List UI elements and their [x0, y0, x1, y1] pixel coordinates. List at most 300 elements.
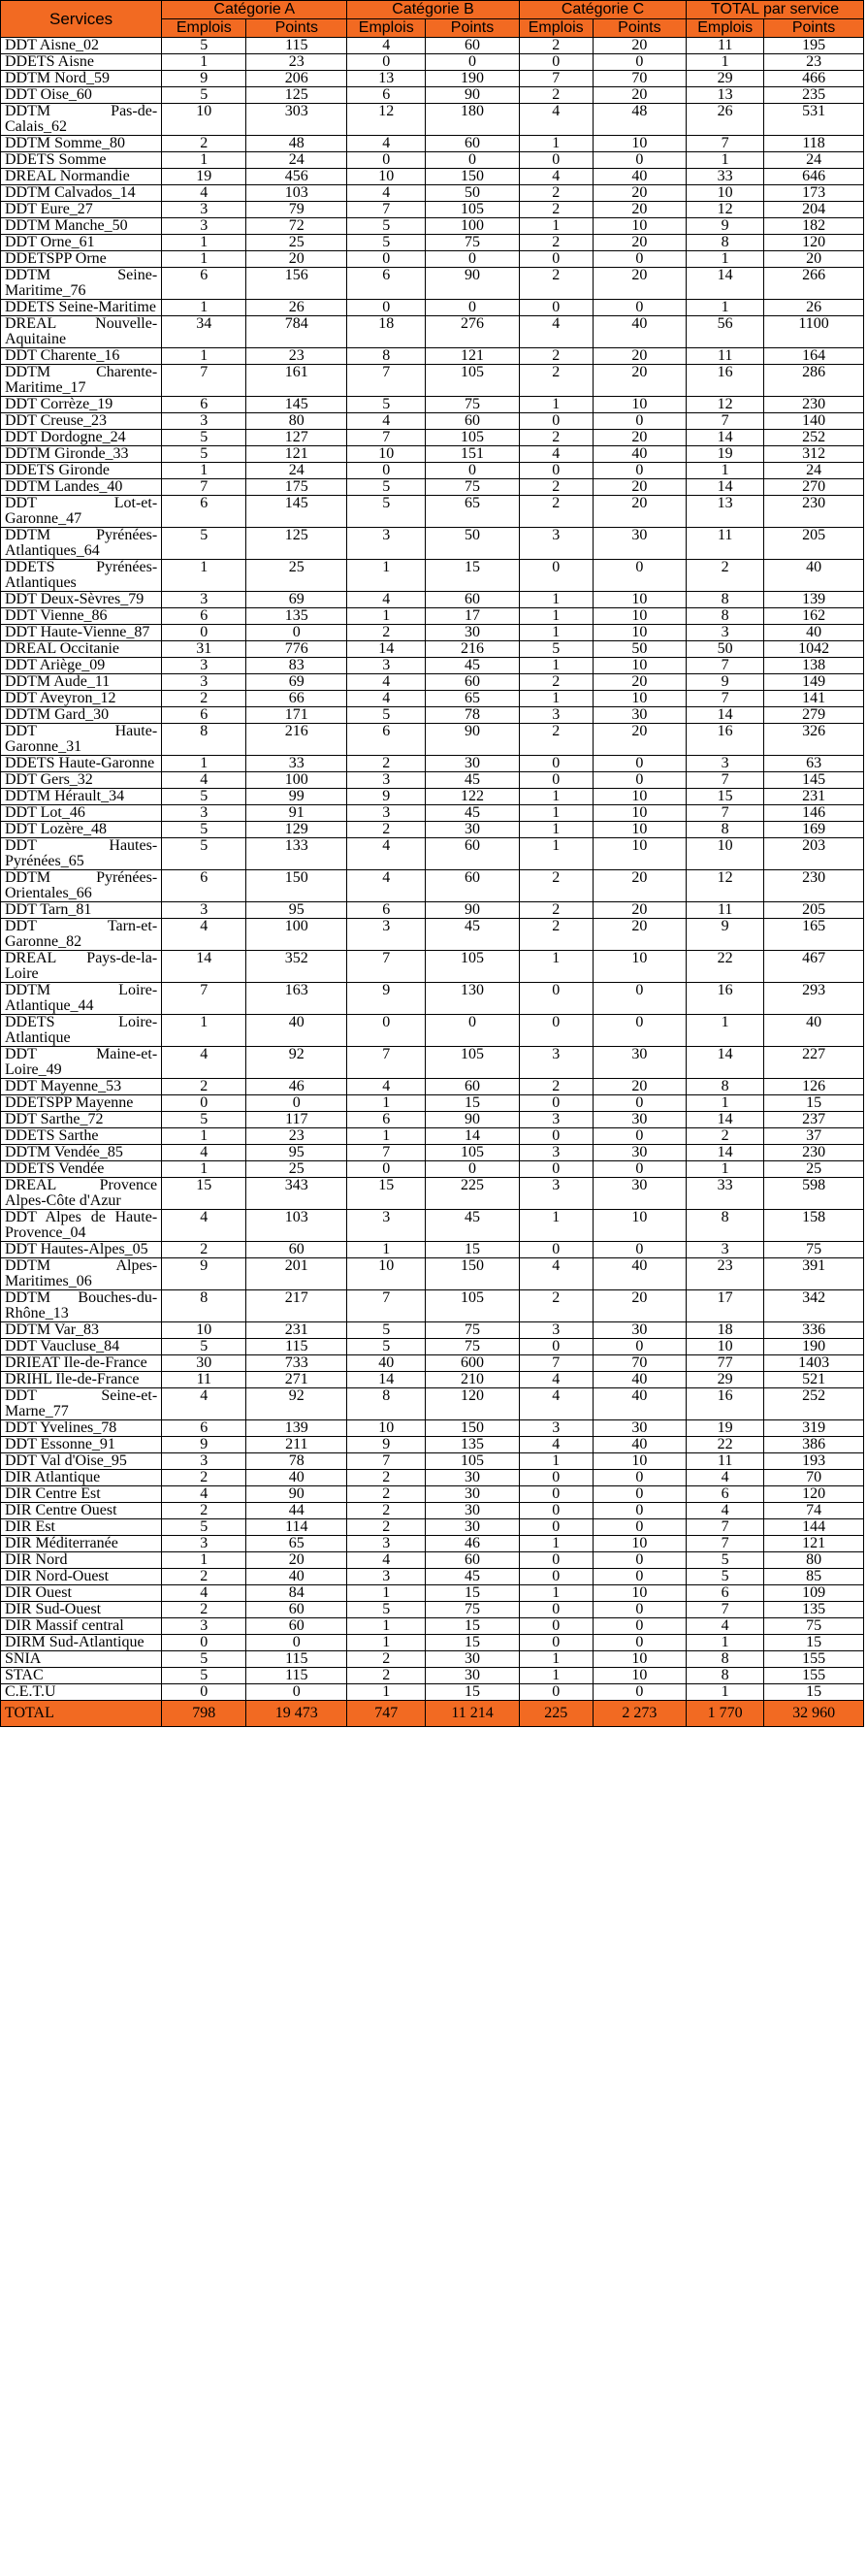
points-a: 40 — [246, 1569, 347, 1585]
table-header — [1, 1, 864, 38]
points-c: 20 — [593, 724, 687, 756]
points-c: 40 — [593, 446, 687, 463]
table-row — [1, 983, 864, 1015]
table-row — [1, 691, 864, 707]
table-row — [1, 805, 864, 822]
emplois-total: 26 — [687, 104, 764, 136]
service-name: DDT Eure_27 — [1, 202, 162, 218]
emplois-a: 6 — [162, 496, 246, 528]
emplois-a: 4 — [162, 772, 246, 789]
emplois-total: 1 — [687, 1015, 764, 1047]
points-a: 0 — [246, 1684, 347, 1701]
service-name: DDTM Hérault_34 — [1, 789, 162, 805]
table-row — [1, 1602, 864, 1618]
points-b: 105 — [426, 1145, 520, 1161]
emplois-total: 8 — [687, 1079, 764, 1095]
service-name: DDT Haute-Garonne_31 — [1, 724, 162, 756]
emplois-a: 1 — [162, 1015, 246, 1047]
table-row — [1, 251, 864, 268]
table-row — [1, 641, 864, 658]
emplois-b: 5 — [347, 707, 426, 724]
emplois-c: 2 — [519, 38, 593, 54]
emplois-c: 0 — [519, 463, 593, 479]
points-c: 0 — [593, 1503, 687, 1519]
emplois-total: 29 — [687, 71, 764, 87]
points-total: 120 — [764, 235, 864, 251]
points-a: 20 — [246, 251, 347, 268]
points-a: 156 — [246, 268, 347, 300]
points-b: 30 — [426, 1503, 520, 1519]
emplois-total: 1 — [687, 54, 764, 71]
points-b: 105 — [426, 1047, 520, 1079]
points-c: 0 — [593, 983, 687, 1015]
emplois-c: 0 — [519, 152, 593, 169]
points-c: 20 — [593, 430, 687, 446]
points-b: 15 — [426, 1242, 520, 1258]
service-name: DDT Yvelines_78 — [1, 1420, 162, 1437]
service-name: DDTM Nord_59 — [1, 71, 162, 87]
points-total: 37 — [764, 1128, 864, 1145]
service-name: DDTM Aude_11 — [1, 674, 162, 691]
table-row — [1, 592, 864, 608]
emplois-c: 0 — [519, 1503, 593, 1519]
emplois-c: 4 — [519, 1258, 593, 1290]
points-a: 776 — [246, 641, 347, 658]
service-name: DDETS Seine-Maritime — [1, 300, 162, 316]
table-row — [1, 789, 864, 805]
points-total: 40 — [764, 625, 864, 641]
emplois-a: 2 — [162, 1569, 246, 1585]
points-c: 20 — [593, 38, 687, 54]
points-b: 216 — [426, 641, 520, 658]
points-b: 151 — [426, 446, 520, 463]
service-name: DDT Hautes-Alpes_05 — [1, 1242, 162, 1258]
emplois-total: 9 — [687, 919, 764, 951]
emplois-b: 3 — [347, 1536, 426, 1552]
emplois-c: 0 — [519, 1684, 593, 1701]
points-a: 216 — [246, 724, 347, 756]
points-total: 235 — [764, 87, 864, 104]
emplois-c: 0 — [519, 1635, 593, 1651]
points-total: 293 — [764, 983, 864, 1015]
emplois-total: 4 — [687, 1503, 764, 1519]
table-row — [1, 1355, 864, 1372]
points-a: 60 — [246, 1602, 347, 1618]
emplois-a: 3 — [162, 592, 246, 608]
points-total: 20 — [764, 251, 864, 268]
points-c: 0 — [593, 413, 687, 430]
emplois-b: 1 — [347, 608, 426, 625]
table-row — [1, 479, 864, 496]
emplois-a: 1 — [162, 1128, 246, 1145]
points-a: 23 — [246, 54, 347, 71]
points-b: 600 — [426, 1355, 520, 1372]
points-c: 20 — [593, 268, 687, 300]
emplois-c: 0 — [519, 1015, 593, 1047]
emplois-a: 15 — [162, 1178, 246, 1210]
emplois-c: 3 — [519, 1145, 593, 1161]
emplois-total: 1 — [687, 300, 764, 316]
emplois-c: 0 — [519, 1602, 593, 1618]
points-a: 25 — [246, 1161, 347, 1178]
points-total: 319 — [764, 1420, 864, 1437]
points-b: 78 — [426, 707, 520, 724]
service-name: DDT Maine-et-Loire_49 — [1, 1047, 162, 1079]
points-b: 276 — [426, 316, 520, 348]
points-total: 75 — [764, 1618, 864, 1635]
emplois-total: 1 — [687, 1635, 764, 1651]
points-c: 0 — [593, 756, 687, 772]
table-row — [1, 430, 864, 446]
points-total: 230 — [764, 870, 864, 902]
emplois-total: 7 — [687, 413, 764, 430]
points-b: 180 — [426, 104, 520, 136]
emplois-total: 7 — [687, 772, 764, 789]
emplois-a: 7 — [162, 983, 246, 1015]
points-c: 10 — [593, 1210, 687, 1242]
table-row — [1, 608, 864, 625]
points-total: 121 — [764, 1536, 864, 1552]
emplois-c: 0 — [519, 1618, 593, 1635]
points-c: 0 — [593, 1015, 687, 1047]
points-a: 103 — [246, 1210, 347, 1242]
emplois-b: 6 — [347, 724, 426, 756]
service-name: DDETS Haute-Garonne — [1, 756, 162, 772]
emplois-b: 7 — [347, 1290, 426, 1322]
service-name: DDTM Pyrénées-Atlantiques_64 — [1, 528, 162, 560]
table-row — [1, 87, 864, 104]
emplois-total: 16 — [687, 1388, 764, 1420]
table-row — [1, 152, 864, 169]
points-total: 193 — [764, 1453, 864, 1470]
table-row — [1, 1453, 864, 1470]
table-row — [1, 1128, 864, 1145]
emplois-c: 1 — [519, 838, 593, 870]
table-row — [1, 1668, 864, 1684]
emplois-b: 14 — [347, 1372, 426, 1388]
points-total: 26 — [764, 300, 864, 316]
points-c: 10 — [593, 1536, 687, 1552]
emplois-c: 1 — [519, 592, 593, 608]
points-c: 20 — [593, 496, 687, 528]
points-c: 48 — [593, 104, 687, 136]
points-a: 65 — [246, 1536, 347, 1552]
service-name: DDTM Gironde_33 — [1, 446, 162, 463]
points-b: 75 — [426, 397, 520, 413]
emplois-a: 3 — [162, 1453, 246, 1470]
points-c: 40 — [593, 169, 687, 185]
points-b: 0 — [426, 1161, 520, 1178]
emplois-total: 11 — [687, 38, 764, 54]
emplois-total: 1 — [687, 152, 764, 169]
emplois-b: 1 — [347, 1095, 426, 1112]
emplois-c: 4 — [519, 169, 593, 185]
points-total: 80 — [764, 1552, 864, 1569]
table-row — [1, 1536, 864, 1552]
table-row — [1, 1486, 864, 1503]
points-c: 0 — [593, 1242, 687, 1258]
service-name: DDT Gers_32 — [1, 772, 162, 789]
points-total: 286 — [764, 365, 864, 397]
emplois-total: 11 — [687, 348, 764, 365]
table-row — [1, 1569, 864, 1585]
emplois-b: 10 — [347, 169, 426, 185]
table-row — [1, 38, 864, 54]
emplois-total: 10 — [687, 185, 764, 202]
points-c: 0 — [593, 1095, 687, 1112]
points-c: 10 — [593, 1585, 687, 1602]
emplois-a: 3 — [162, 413, 246, 430]
points-b: 122 — [426, 789, 520, 805]
points-a: 125 — [246, 528, 347, 560]
emplois-total: 16 — [687, 724, 764, 756]
points-b: 190 — [426, 71, 520, 87]
service-name: DDT Val d'Oise_95 — [1, 1453, 162, 1470]
points-total: 25 — [764, 1161, 864, 1178]
emplois-total: 11 — [687, 902, 764, 919]
points-c: 10 — [593, 658, 687, 674]
service-name: DDTM Somme_80 — [1, 136, 162, 152]
service-name: DDT Aveyron_12 — [1, 691, 162, 707]
table-row — [1, 1503, 864, 1519]
emplois-a: 1 — [162, 300, 246, 316]
table-row — [1, 202, 864, 218]
table-row — [1, 1079, 864, 1095]
emplois-c: 3 — [519, 1178, 593, 1210]
points-a: 303 — [246, 104, 347, 136]
points-b: 60 — [426, 136, 520, 152]
points-c: 0 — [593, 463, 687, 479]
emplois-c: 5 — [519, 641, 593, 658]
emplois-a: 5 — [162, 1668, 246, 1684]
emplois-b: 1 — [347, 1585, 426, 1602]
emplois-c: 0 — [519, 756, 593, 772]
emplois-b: 10 — [347, 1258, 426, 1290]
emplois-a: 0 — [162, 1635, 246, 1651]
emplois-a: 9 — [162, 71, 246, 87]
emplois-c: 1 — [519, 625, 593, 641]
emplois-b: 8 — [347, 1388, 426, 1420]
points-b: 0 — [426, 152, 520, 169]
emplois-b: 4 — [347, 838, 426, 870]
emplois-a: 2 — [162, 691, 246, 707]
points-a: 40 — [246, 1470, 347, 1486]
points-a: 66 — [246, 691, 347, 707]
points-c: 0 — [593, 560, 687, 592]
service-name: DDTM Loire-Atlantique_44 — [1, 983, 162, 1015]
points-b: 45 — [426, 1210, 520, 1242]
points-total: 155 — [764, 1668, 864, 1684]
points-total: 70 — [764, 1470, 864, 1486]
emplois-b: 2 — [347, 1519, 426, 1536]
total-label: TOTAL — [1, 1701, 162, 1727]
service-name: DIR Ouest — [1, 1585, 162, 1602]
points-total-header: Points — [764, 19, 864, 38]
points-b: 60 — [426, 870, 520, 902]
emplois-total: 8 — [687, 1210, 764, 1242]
points-total: 203 — [764, 838, 864, 870]
emplois-a: 5 — [162, 1651, 246, 1668]
table-row — [1, 235, 864, 251]
points-total: 252 — [764, 1388, 864, 1420]
emplois-total: 14 — [687, 479, 764, 496]
emplois-a: 10 — [162, 1322, 246, 1339]
emplois-b: 0 — [347, 1015, 426, 1047]
emplois-b: 2 — [347, 1668, 426, 1684]
emplois-c: 0 — [519, 1339, 593, 1355]
points-total: 165 — [764, 919, 864, 951]
points-a: 271 — [246, 1372, 347, 1388]
emplois-total: 14 — [687, 707, 764, 724]
category-a-header: Catégorie A — [162, 1, 347, 19]
table-row — [1, 1145, 864, 1161]
emplois-b: 13 — [347, 71, 426, 87]
points-a: 343 — [246, 1178, 347, 1210]
emplois-c: 2 — [519, 185, 593, 202]
points-a: 352 — [246, 951, 347, 983]
table-row — [1, 1651, 864, 1668]
emplois-b: 4 — [347, 38, 426, 54]
points-a: 145 — [246, 496, 347, 528]
points-c: 0 — [593, 1339, 687, 1355]
points-c: 10 — [593, 136, 687, 152]
service-name: DRIEAT Ile-de-France — [1, 1355, 162, 1372]
emplois-total: 4 — [687, 1618, 764, 1635]
points-total: 230 — [764, 496, 864, 528]
emplois-total: 8 — [687, 822, 764, 838]
table-row — [1, 951, 864, 983]
table-row — [1, 822, 864, 838]
table-row — [1, 1161, 864, 1178]
emplois-c: 7 — [519, 1355, 593, 1372]
total-emplois-c: 225 — [519, 1701, 593, 1727]
emplois-a: 3 — [162, 658, 246, 674]
emplois-a: 6 — [162, 707, 246, 724]
points-a: 20 — [246, 1552, 347, 1569]
points-b: 15 — [426, 1095, 520, 1112]
table-row — [1, 1322, 864, 1339]
points-total: 135 — [764, 1602, 864, 1618]
emplois-c: 2 — [519, 919, 593, 951]
service-name: DDETS Loire-Atlantique — [1, 1015, 162, 1047]
service-name: DDT Essonne_91 — [1, 1437, 162, 1453]
service-name: DDT Deux-Sèvres_79 — [1, 592, 162, 608]
points-total: 205 — [764, 528, 864, 560]
emplois-c: 0 — [519, 54, 593, 71]
table-row — [1, 674, 864, 691]
points-a: 0 — [246, 625, 347, 641]
emplois-c: 2 — [519, 1079, 593, 1095]
emplois-c: 1 — [519, 136, 593, 152]
emplois-a: 1 — [162, 463, 246, 479]
table-row — [1, 348, 864, 365]
emplois-c: 1 — [519, 822, 593, 838]
emplois-a: 4 — [162, 1210, 246, 1242]
total-emplois: 1 770 — [687, 1701, 764, 1727]
emplois-total: 9 — [687, 674, 764, 691]
emplois-c: 0 — [519, 1470, 593, 1486]
points-c: 30 — [593, 1420, 687, 1437]
emplois-c: 4 — [519, 446, 593, 463]
points-total: 15 — [764, 1684, 864, 1701]
emplois-c: 0 — [519, 251, 593, 268]
points-c: 10 — [593, 822, 687, 838]
points-total: 1403 — [764, 1355, 864, 1372]
points-b: 0 — [426, 300, 520, 316]
service-name: DIR Est — [1, 1519, 162, 1536]
points-a: 84 — [246, 1585, 347, 1602]
emplois-b: 0 — [347, 300, 426, 316]
table-row — [1, 1437, 864, 1453]
emplois-total: 1 — [687, 1095, 764, 1112]
service-name: DDT Lot-et-Garonne_47 — [1, 496, 162, 528]
emplois-a: 1 — [162, 152, 246, 169]
service-name: DDETSPP Mayenne — [1, 1095, 162, 1112]
points-a: 206 — [246, 71, 347, 87]
points-a: 95 — [246, 902, 347, 919]
table-row — [1, 1470, 864, 1486]
emplois-a: 6 — [162, 608, 246, 625]
points-c: 70 — [593, 71, 687, 87]
points-c: 10 — [593, 951, 687, 983]
table-row — [1, 1585, 864, 1602]
points-b: 105 — [426, 951, 520, 983]
points-c: 0 — [593, 1519, 687, 1536]
total-emplois-a: 798 — [162, 1701, 246, 1727]
emplois-c: 1 — [519, 658, 593, 674]
emplois-total: 6 — [687, 1486, 764, 1503]
service-name: DDETS Vendée — [1, 1161, 162, 1178]
emplois-b: 2 — [347, 756, 426, 772]
service-name: DDTM Seine-Maritime_76 — [1, 268, 162, 300]
points-total: 279 — [764, 707, 864, 724]
points-total: 149 — [764, 674, 864, 691]
points-c: 10 — [593, 397, 687, 413]
points-a: 69 — [246, 674, 347, 691]
points-c: 0 — [593, 772, 687, 789]
emplois-total: 14 — [687, 1145, 764, 1161]
service-name: DDT Orne_61 — [1, 235, 162, 251]
service-name: DDT Seine-et-Marne_77 — [1, 1388, 162, 1420]
table-row — [1, 365, 864, 397]
emplois-b: 2 — [347, 1470, 426, 1486]
emplois-c: 0 — [519, 413, 593, 430]
points-a: 231 — [246, 1322, 347, 1339]
emplois-total: 9 — [687, 218, 764, 235]
points-c: 10 — [593, 1651, 687, 1668]
points-b: 65 — [426, 691, 520, 707]
points-total: 145 — [764, 772, 864, 789]
points-b: 45 — [426, 772, 520, 789]
table-row — [1, 1684, 864, 1701]
table-row — [1, 136, 864, 152]
emplois-c: 0 — [519, 1242, 593, 1258]
emplois-c: 1 — [519, 608, 593, 625]
points-a: 115 — [246, 1668, 347, 1684]
emplois-b: 7 — [347, 1047, 426, 1079]
points-b: 135 — [426, 1437, 520, 1453]
points-c: 20 — [593, 202, 687, 218]
emplois-total: 7 — [687, 136, 764, 152]
service-name: DIR Nord — [1, 1552, 162, 1569]
emplois-total: 1 — [687, 251, 764, 268]
points-b: 0 — [426, 251, 520, 268]
points-a: 92 — [246, 1388, 347, 1420]
points-total: 144 — [764, 1519, 864, 1536]
emplois-b: 7 — [347, 202, 426, 218]
emplois-c: 2 — [519, 479, 593, 496]
points-total: 531 — [764, 104, 864, 136]
